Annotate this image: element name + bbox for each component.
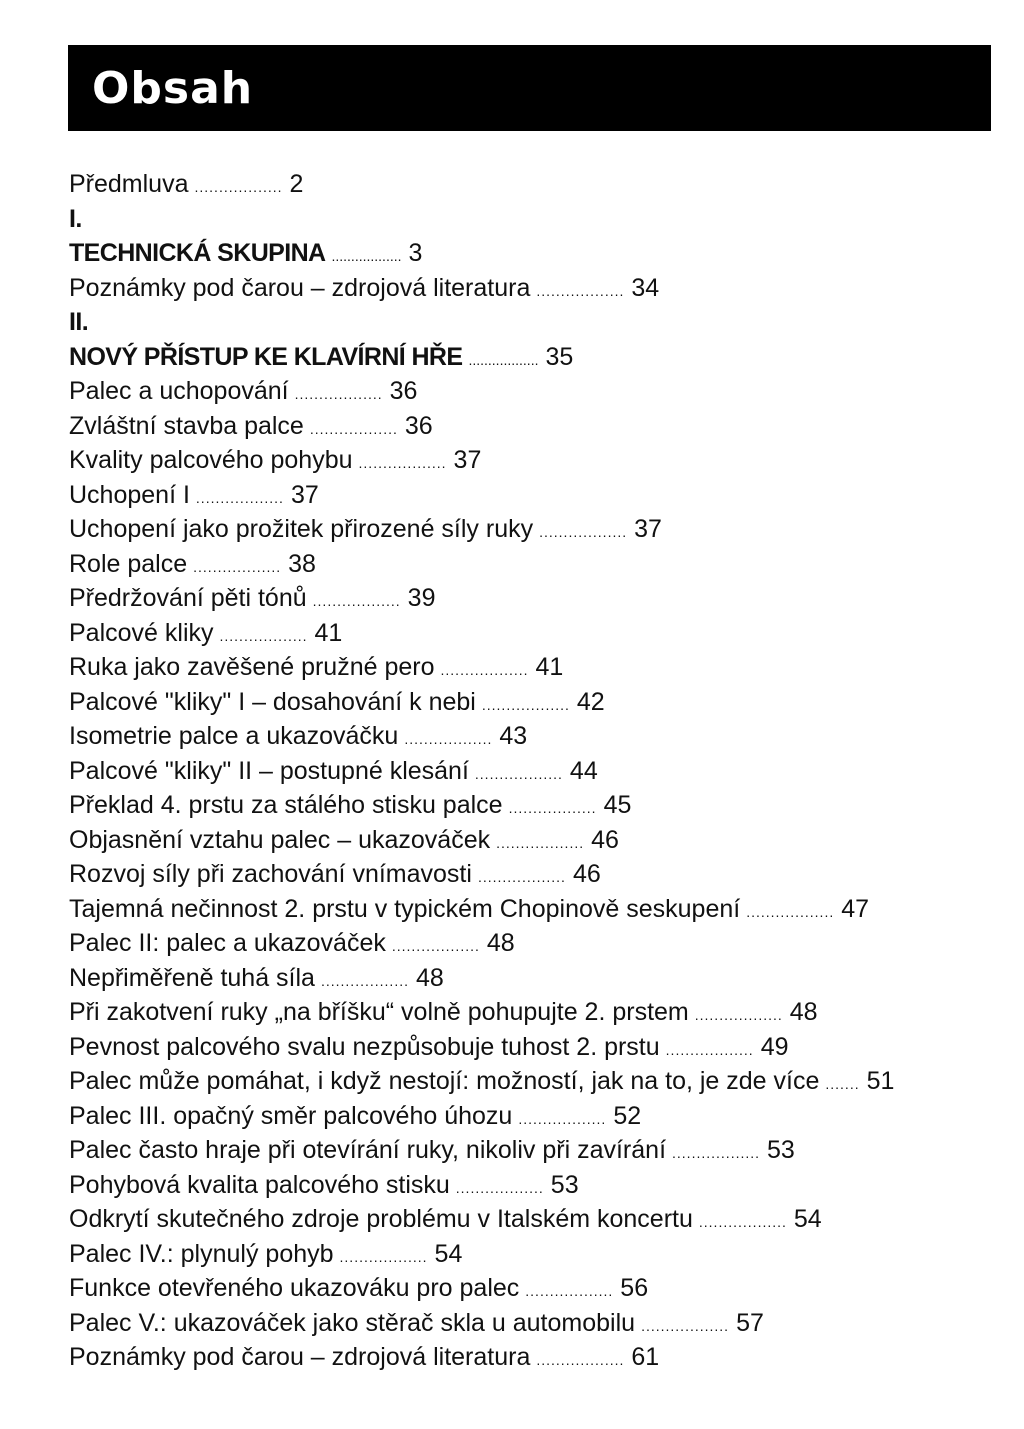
table-of-contents xyxy=(69,167,999,1375)
toc-entry-title: Poznámky pod čarou – zdrojová literatura xyxy=(69,1343,531,1371)
toc-entry-leader-dots: .................. xyxy=(468,351,539,368)
toc-entry-page-number: 46 xyxy=(572,860,601,888)
toc-entry-title: Palec a uchopování xyxy=(69,377,289,405)
toc-entry-page-number: 36 xyxy=(389,377,418,405)
toc-entry xyxy=(69,1306,999,1341)
toc-entry xyxy=(69,892,999,927)
toc-entry-leader-dots: .................. xyxy=(508,800,597,816)
toc-entry xyxy=(69,443,999,478)
toc-entry-leader-dots: .................. xyxy=(665,1041,754,1058)
toc-entry xyxy=(69,236,999,271)
toc-entry-leader-dots: .................. xyxy=(536,1352,625,1368)
toc-entry-title: Palec IV.: plynulý pohyb xyxy=(69,1239,334,1268)
toc-entry-page-number: 41 xyxy=(535,653,564,681)
toc-entry xyxy=(69,1064,999,1099)
toc-entry-title: Předržování pěti tónů xyxy=(69,584,307,612)
header-bar xyxy=(68,45,991,131)
toc-entry-title: Předmluva xyxy=(69,170,189,198)
toc-entry xyxy=(69,616,999,651)
toc-entry-title: Rozvoj síly při zachování vnímavosti xyxy=(69,860,472,888)
toc-entry-title: Ruka jako zavěšené pružné pero xyxy=(69,653,435,681)
toc-entry xyxy=(69,512,999,547)
toc-entry-page-number: 48 xyxy=(789,998,818,1026)
toc-entry-title: I. xyxy=(69,204,82,233)
toc-entry-page-number: 41 xyxy=(314,618,343,647)
toc-entry-title: Palcové "kliky" I – dosahování k nebi xyxy=(69,687,476,716)
toc-entry-page-number: 51 xyxy=(866,1067,895,1095)
toc-entry-page-number: 61 xyxy=(631,1343,660,1371)
toc-entry-title: II. xyxy=(69,308,89,336)
toc-entry-title: Překlad 4. prstu za stálého stisku palce xyxy=(69,791,503,819)
toc-entry-title: Objasnění vztahu palec – ukazováček xyxy=(69,825,491,854)
toc-entry-page-number: 48 xyxy=(415,963,444,992)
toc-entry xyxy=(69,547,999,582)
toc-entry-page-number: 57 xyxy=(736,1308,764,1337)
toc-entry-leader-dots: .................. xyxy=(391,938,480,954)
toc-entry-leader-dots: .................. xyxy=(496,834,585,851)
toc-entry-page-number: 46 xyxy=(591,825,619,854)
toc-entry-leader-dots: .................. xyxy=(477,869,566,885)
toc-entry-leader-dots: .................. xyxy=(694,1007,783,1023)
toc-entry-title: Funkce otevřeného ukazováku pro palec xyxy=(69,1274,520,1302)
toc-entry-page-number: 36 xyxy=(404,411,433,440)
toc-entry-title: Poznámky pod čarou – zdrojová literatura xyxy=(69,273,531,302)
toc-entry xyxy=(69,1340,999,1375)
toc-entry-title: Uchopení I xyxy=(69,480,190,509)
toc-entry-page-number: 3 xyxy=(408,239,423,267)
toc-entry-page-number: 39 xyxy=(407,584,436,612)
toc-entry-title: Odkrytí skutečného zdroje problému v Italském koncertu xyxy=(69,1205,693,1233)
toc-entry xyxy=(69,857,999,892)
toc-entry xyxy=(69,961,999,996)
toc-entry xyxy=(69,305,999,340)
toc-entry-title: Pevnost palcového svalu nezpůsobuje tuhost 2. prstu xyxy=(69,1032,660,1061)
toc-entry xyxy=(69,409,999,444)
toc-entry xyxy=(69,788,999,823)
toc-entry-leader-dots: .................. xyxy=(320,972,409,989)
toc-entry-page-number: 48 xyxy=(486,929,515,957)
toc-entry-title: TECHNICKÁ SKUPINA xyxy=(69,239,326,267)
toc-entry-leader-dots: .................. xyxy=(455,1179,544,1196)
toc-entry-page-number: 45 xyxy=(603,791,632,819)
toc-entry-page-number: 37 xyxy=(290,480,319,509)
toc-entry-page-number: 49 xyxy=(760,1032,789,1061)
toc-entry xyxy=(69,374,999,409)
toc-entry-leader-dots: .................. xyxy=(539,524,628,540)
toc-entry-leader-dots: .................. xyxy=(440,662,529,678)
toc-entry-page-number: 52 xyxy=(613,1101,642,1130)
toc-entry-leader-dots: .................. xyxy=(698,1214,787,1230)
toc-entry-title: Isometrie palce a ukazováčku xyxy=(69,722,399,750)
toc-entry-page-number: 44 xyxy=(569,756,598,785)
toc-entry-title: Kvality palcového pohybu xyxy=(69,446,353,474)
toc-entry-title: Palec často hraje při otevírání ruky, nikoliv při zavírání xyxy=(69,1136,667,1164)
toc-entry-leader-dots: .................. xyxy=(312,593,401,609)
toc-entry-title: Nepřiměřeně tuhá síla xyxy=(69,963,315,992)
toc-entry xyxy=(69,340,999,375)
toc-entry xyxy=(69,202,999,237)
toc-entry-leader-dots: .................. xyxy=(641,1317,730,1334)
toc-entry-leader-dots: .................. xyxy=(294,386,383,402)
toc-entry xyxy=(69,271,999,306)
toc-entry-title: Tajemná nečinnost 2. prstu v typickém Chopinově seskupení xyxy=(69,894,741,923)
toc-entry-page-number: 54 xyxy=(434,1239,463,1268)
toc-entry xyxy=(69,754,999,789)
toc-entry xyxy=(69,685,999,720)
toc-entry-leader-dots: ....... xyxy=(825,1076,860,1092)
toc-entry-page-number: 43 xyxy=(499,722,528,750)
toc-entry-title: Palcové kliky xyxy=(69,618,214,647)
toc-entry xyxy=(69,823,999,858)
toc-entry-title: Palec III. opačný směr palcového úhozu xyxy=(69,1101,513,1130)
toc-entry-page-number: 2 xyxy=(289,170,304,198)
toc-entry xyxy=(69,1133,999,1168)
toc-entry-page-number: 37 xyxy=(453,446,482,474)
toc-entry-leader-dots: .................. xyxy=(518,1110,607,1127)
toc-entry xyxy=(69,581,999,616)
toc-entry-title: NOVÝ PŘÍSTUP KE KLAVÍRNÍ HŘE xyxy=(69,342,463,371)
toc-entry-page-number: 34 xyxy=(631,273,660,302)
toc-entry-page-number: 56 xyxy=(620,1274,649,1302)
toc-entry-page-number: 54 xyxy=(793,1205,822,1233)
toc-entry-page-number: 53 xyxy=(767,1136,795,1164)
toc-entry-leader-dots: .................. xyxy=(474,765,563,782)
toc-entry-leader-dots: .................. xyxy=(525,1283,614,1299)
toc-entry-leader-dots: .................. xyxy=(746,903,835,920)
toc-entry-title: Role palce xyxy=(69,549,188,578)
toc-entry-leader-dots: .................. xyxy=(404,731,493,747)
toc-entry-title: Palcové "kliky" II – postupné klesání xyxy=(69,756,469,785)
toc-entry xyxy=(69,719,999,754)
toc-entry-leader-dots: .................. xyxy=(193,558,282,575)
toc-entry xyxy=(69,1202,999,1237)
toc-entry-page-number: 37 xyxy=(634,515,662,543)
toc-entry xyxy=(69,1030,999,1065)
toc-entry-leader-dots: .................. xyxy=(219,627,308,644)
toc-entry-title: Při zakotvení ruky „na bříšku“ volně pohupujte 2. prstem xyxy=(69,998,689,1026)
toc-entry-leader-dots: .................. xyxy=(194,179,283,195)
toc-entry xyxy=(69,995,999,1030)
toc-entry-page-number: 42 xyxy=(576,687,605,716)
toc-entry-leader-dots: .................. xyxy=(358,455,447,471)
toc-entry-leader-dots: .................. xyxy=(331,248,402,264)
toc-entry xyxy=(69,1099,999,1134)
toc-entry-leader-dots: .................. xyxy=(339,1248,428,1265)
toc-entry-title: Uchopení jako prožitek přirozené síly ruky xyxy=(69,515,534,543)
toc-entry-leader-dots: .................. xyxy=(195,489,284,506)
toc-entry-page-number: 53 xyxy=(550,1170,579,1199)
toc-entry-page-number: 35 xyxy=(545,342,574,371)
toc-entry-title: Pohybová kvalita palcového stisku xyxy=(69,1170,450,1199)
toc-entry xyxy=(69,1271,999,1306)
toc-entry-title: Zvláštní stavba palce xyxy=(69,411,304,440)
toc-entry-leader-dots: .................. xyxy=(536,282,625,299)
toc-entry xyxy=(69,478,999,513)
toc-entry xyxy=(69,926,999,961)
toc-entry xyxy=(69,1168,999,1203)
toc-entry-leader-dots: .................. xyxy=(309,420,398,437)
toc-entry-title: Palec II: palec a ukazováček xyxy=(69,929,386,957)
toc-entry xyxy=(69,650,999,685)
toc-entry-leader-dots: .................. xyxy=(672,1145,761,1161)
page-title: Obsah xyxy=(92,63,254,114)
toc-entry-page-number: 47 xyxy=(841,894,870,923)
toc-entry-leader-dots: .................. xyxy=(481,696,570,713)
toc-entry-title: Palec může pomáhat, i když nestojí: možností, jak na to, je zde více xyxy=(69,1067,820,1095)
toc-entry xyxy=(69,1237,999,1272)
toc-entry xyxy=(69,167,999,202)
toc-entry-page-number: 38 xyxy=(288,549,316,578)
toc-entry-title: Palec V.: ukazováček jako stěrač skla u automobilu xyxy=(69,1308,636,1337)
